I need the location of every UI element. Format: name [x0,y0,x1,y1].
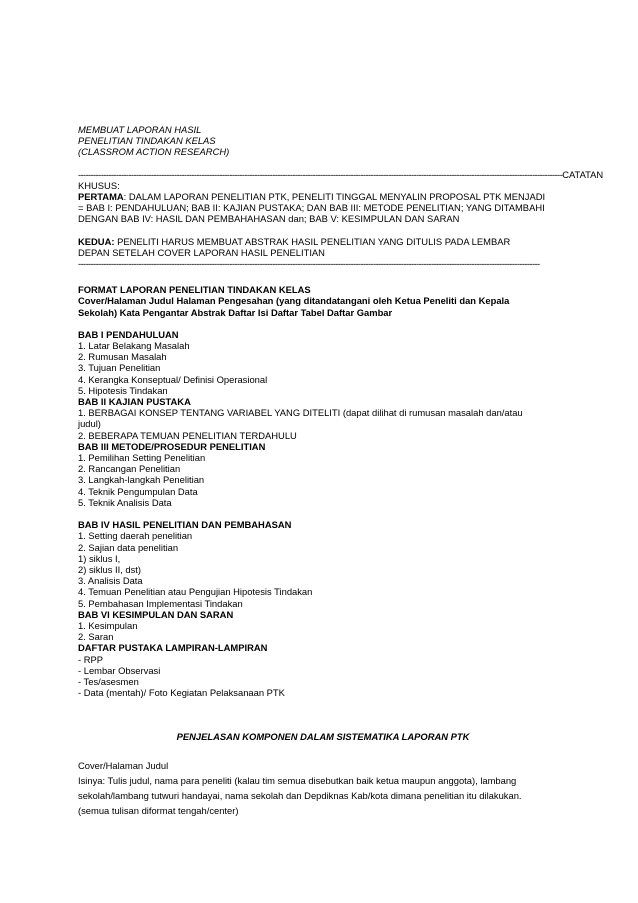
isi-line-1: Isinya: Tulis judul, nama para peneliti (kalau tim semua disebutkan baik ketua maupun anggota), lambang [78,774,517,786]
bab-6 [78,609,568,643]
list-item: 1. Setting daerah penelitian [78,530,193,542]
list-item: 1) siklus I, [78,552,121,564]
separator-line: ------------------------------------------------------------------------------------------------------------------------------------------------------------------------------------------------ [78,168,563,180]
list-item: 1. Kesimpulan [78,619,138,631]
isi-line-3: (semua tulisan diformat tengah/center) [78,804,239,816]
list-item: 3. Langkah-langkah Penelitian [78,474,205,486]
list-item: 1. Pemilihan Setting Penelitian [78,452,206,464]
pertama-line-2: = BAB I: PENDAHULUAN; BAB II: KAJIAN PUSTAKA; DAN BAB III: METODE PENELITIAN; YANG DITAMBAHI [78,202,545,214]
special-note [78,168,604,270]
bab-3 [78,441,568,508]
catatan-line [78,168,604,180]
daftar-pustaka [78,642,568,698]
bab-2-title: BAB II KAJIAN PUSTAKA [78,396,191,408]
bab-3-title: BAB III METODE/PROSEDUR PENELITIAN [78,440,266,452]
list-item: 2. BEBERAPA TEMUAN PENELITIAN TERDAHULU [78,429,297,441]
header-line-1: MEMBUAT LAPORAN HASIL [78,124,202,135]
header-line-3: (CLASSROM ACTION RESEARCH) [78,146,230,158]
list-item: 2. Saran [78,631,114,643]
document-page [78,124,604,818]
format-section [78,284,568,318]
list-item: 1. BERBAGAI KONSEP TENTANG VARIABEL YANG DITELITI (dapat dilihat di rumusan masalah dan/atau [78,407,523,419]
bab-4-title: BAB IV HASIL PENELITIAN DAN PEMBAHASAN [78,519,292,531]
pertama-line-3: DENGAN BAB IV: HASIL DAN PEMBAHAHASAN dan; BAB V: KESIMPULAN DAN SARAN [78,213,460,225]
bab-6-title: BAB VI KESIMPULAN DAN SARAN [78,608,234,620]
khusus-label: KHUSUS: [78,179,120,191]
pertama-line-1 [78,191,568,202]
list-item: 5. Pembahasan Implementasi Tindakan [78,597,243,609]
kedua-line-1 [78,236,568,247]
list-item-continuation: judul) [78,418,101,430]
list-item: - Lembar Observasi [78,664,161,676]
list-item: 2. Rumusan Masalah [78,351,167,363]
list-item: - Data (mentah)/ Foto Kegiatan Pelaksanaan PTK [78,687,285,699]
bab-4 [78,519,568,609]
list-item: 4. Kerangka Konseptual/ Definisi Operasional [78,373,268,385]
list-item: - RPP [78,653,104,665]
penjelasan-title: PENJELASAN KOMPONEN DALAM SISTEMATIKA LAPORAN PTK [176,731,470,743]
list-item: 3. Tujuan Penelitian [78,362,161,374]
format-title: FORMAT LAPORAN PENELITIAN TINDAKAN KELAS [78,284,311,296]
penjelasan-section [78,731,568,817]
catatan-label: CATATAN [562,168,604,180]
list-item: 5. Hipotesis Tindakan [78,384,168,396]
list-item: 2. Rancangan Penelitian [78,463,181,475]
list-item: 3. Analisis Data [78,575,143,587]
format-cover-line-2: Sekolah) Kata Pengantar Abstrak Daftar Isi Daftar Tabel Daftar Gambar [78,306,393,318]
separator-line-end: --------------------------------------------------------------------------------------------------------------------------------------------------------------------------------------- [78,258,540,270]
bab-1 [78,329,568,396]
isi-line-2: sekolah/lambang tutwuri handayai, nama sekolah dan Depdiknas Kab/kota dimana penelitian itu dilakukan. [78,789,522,801]
list-item: 1. Latar Belakang Masalah [78,340,190,352]
list-item: 4. Teknik Pengumpulan Data [78,485,198,497]
cover-label: Cover/Halaman Judul [78,759,169,771]
list-item: 2) siklus II, dst) [78,563,142,575]
kedua-line-2: DEPAN SETELAH COVER LAPORAN HASIL PENELITIAN [78,246,325,258]
list-item: 4. Temuan Penelitian atau Pengujian Hipotesis Tindakan [78,586,313,598]
document-header [78,124,568,158]
list-item: - Tes/asesmen [78,675,139,687]
pertama-text-1: : DALAM LAPORAN PENELITIAN PTK, PENELITI TINGGAL MENYALIN PROPOSAL PTK MENJADI [123,191,546,203]
pertama-label: PERTAMA [78,191,124,203]
bab-2 [78,396,568,441]
header-line-2: PENELITIAN TINDAKAN KELAS [78,135,216,147]
kedua-label: KEDUA: [78,235,115,247]
list-item: 5. Teknik Analisis Data [78,496,172,508]
bab-1-title: BAB I PENDAHULUAN [78,328,179,340]
list-item: 2. Sajian data penelitian [78,541,179,553]
daftar-pustaka-title: DAFTAR PUSTAKA LAMPIRAN-LAMPIRAN [78,642,268,654]
format-cover-line-1: Cover/Halaman Judul Halaman Pengesahan (yang ditandatangani oleh Ketua Peneliti dan Kepala [78,295,510,307]
kedua-text-1: PENELITI HARUS MEMBUAT ABSTRAK HASIL PENELITIAN YANG DITULIS PADA LEMBAR [114,235,511,247]
